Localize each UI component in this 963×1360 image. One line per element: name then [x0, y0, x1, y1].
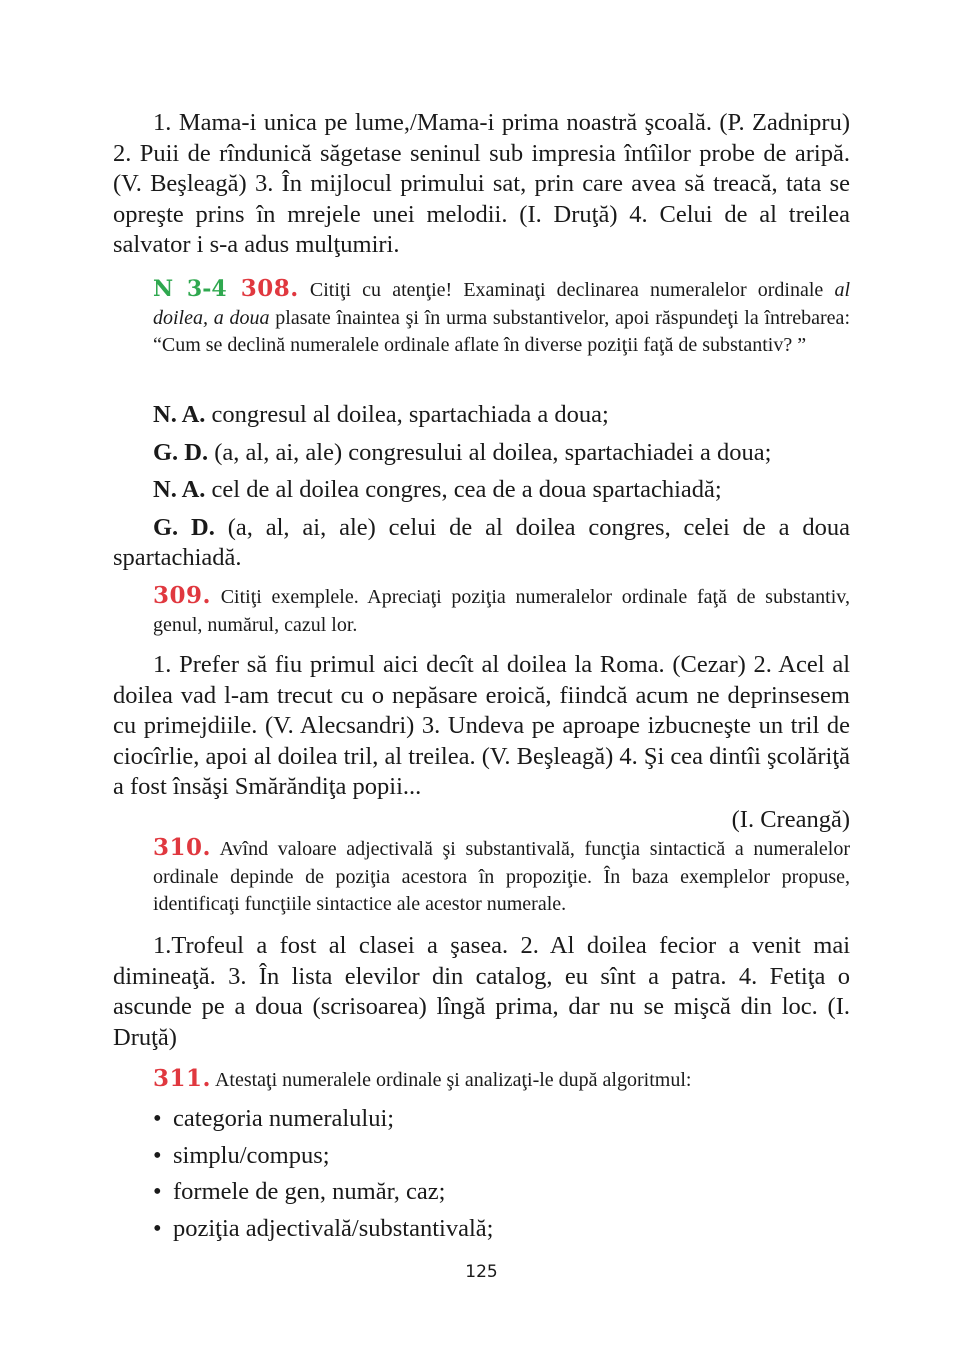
exercise-instruction: Citiţi cu atenţie! Examinaţi declinarea numeralelor ordinale — [309, 279, 835, 301]
paragraph-text: 1. Prefer să fiu primul aici decît al doilea la Roma. (Cezar) 2. Acel al doilea vad l-am trecut cu o nepăsare eroică, fiindcă acum ne deprinsesem cu primejdiile. (V. Alecsandri) 3. Undeva pe aproape izbucneşte un tril de ciocîrlie, apoi al doilea tril, al treilea. (V. Beşleagă) 4. Şi cea dintîi şcolăriţă a fost însăşi Smărăndiţa popii... — [113, 651, 850, 800]
case-label: N. A. — [153, 401, 206, 428]
exercise-instruction-rest: plasate înaintea şi în urma substantivelor, apoi răspundeţi la întrebarea: “Cum se declină numeralele ordinale aflate în diverse poziţii faţă de substantiv? ” — [153, 306, 850, 356]
declension-line — [113, 438, 850, 469]
list-item-text: simplu/compus; — [173, 1141, 330, 1169]
paragraph-examples-310 — [113, 931, 850, 1053]
paragraph-examples-309 — [113, 650, 850, 835]
list-item — [153, 1174, 850, 1211]
declension-line — [113, 400, 850, 431]
source-citation: (I. Creangă) — [731, 805, 850, 833]
exercise-number: 311. — [153, 1065, 212, 1092]
exercise-number: 309. — [153, 582, 212, 609]
list-item-text: categoria numeralului; — [173, 1105, 395, 1132]
declension-line — [113, 475, 850, 506]
exercise-instruction: Atestaţi numeralele ordinale şi analizaţi-le după algoritmul: — [214, 1069, 692, 1091]
level-tag: N 3-4 — [153, 276, 227, 302]
paragraph-text: 1. Mama-i unica pe lume,/Mama-i prima noastră şcoală. (P. Zadniрru) 2. Puii de rîndunică săgetase seninul sub impresia întîilor probe de aripă. (V. Beşleagă) 3. În mijlocul primului sat, prin care avea să treacă, tata se opreşte prins în mrejele unei melodii. (I. Druţă) 4. Celui de al treilea salvator i s-a adus mulţumiri. — [113, 109, 850, 258]
exercise-instruction-italic: al doilea, a doua — [153, 279, 851, 329]
declension-line — [113, 513, 850, 574]
case-label: G. D. — [153, 438, 209, 466]
bullet-icon: • — [153, 1105, 162, 1132]
bullet-icon: • — [153, 1141, 162, 1169]
case-label: N. A. — [153, 476, 206, 503]
paragraph-text: 1.Trofeul a fost al clasei a şasea. 2. Al doilea fecior a venit mai dimineaţă. 3. În lista elevilor din catalog, eu sînt a patra. 4. Fetiţa o ascunde pe a doua (scrisoarea) lîngă prima, dar nu se mişcă din loc. (I. Druţă) — [113, 932, 850, 1051]
exercise-311 — [113, 1065, 850, 1095]
bullet-icon: • — [153, 1178, 162, 1205]
declension-text: cel de al doilea congres, cea de a doua spartachiadă; — [205, 476, 722, 503]
exercise-instruction: Avînd valoare adjectivală şi substantivală, funcţia sintactică a numeralelor ordinale depinde de poziţia acestora în propoziţie. În baza exemplelor propuse, identificaţi funcţiile sintactice ale acestor numerale. — [153, 838, 850, 915]
exercise-instruction: Citiţi exemplele. Apreciaţi poziţia numeralelor ordinale faţă de substantiv, genul, numărul, cazul lor. — [153, 586, 850, 636]
case-label: G. D. — [153, 513, 215, 541]
exercise-number: 310. — [153, 834, 212, 861]
exercise-309 — [113, 582, 850, 639]
declension-text: congresul al doilea, spartachiada a doua; — [205, 401, 609, 428]
page-number: 125 — [465, 1262, 498, 1282]
exercise-number: 308. — [240, 275, 299, 302]
bullet-icon: • — [153, 1214, 162, 1242]
exercise-308 — [113, 275, 850, 360]
list-item — [153, 1138, 850, 1175]
exercise-310 — [113, 834, 850, 919]
analysis-algorithm-list — [113, 1101, 850, 1247]
declension-text: (a, al, ai, ale) congresului al doilea, spartachiadei a doua; — [208, 438, 772, 466]
list-item-text: formele de gen, număr, caz; — [173, 1178, 446, 1205]
paragraph-examples-top — [113, 108, 850, 261]
list-item — [153, 1101, 850, 1138]
declension-block — [113, 400, 850, 574]
declension-text: (a, al, ai, ale) celui de al doilea congres, celei de a doua spartachiadă. — [113, 513, 851, 571]
list-item-text: poziţia adjectivală/substantivală; — [173, 1214, 494, 1242]
list-item — [153, 1211, 850, 1248]
